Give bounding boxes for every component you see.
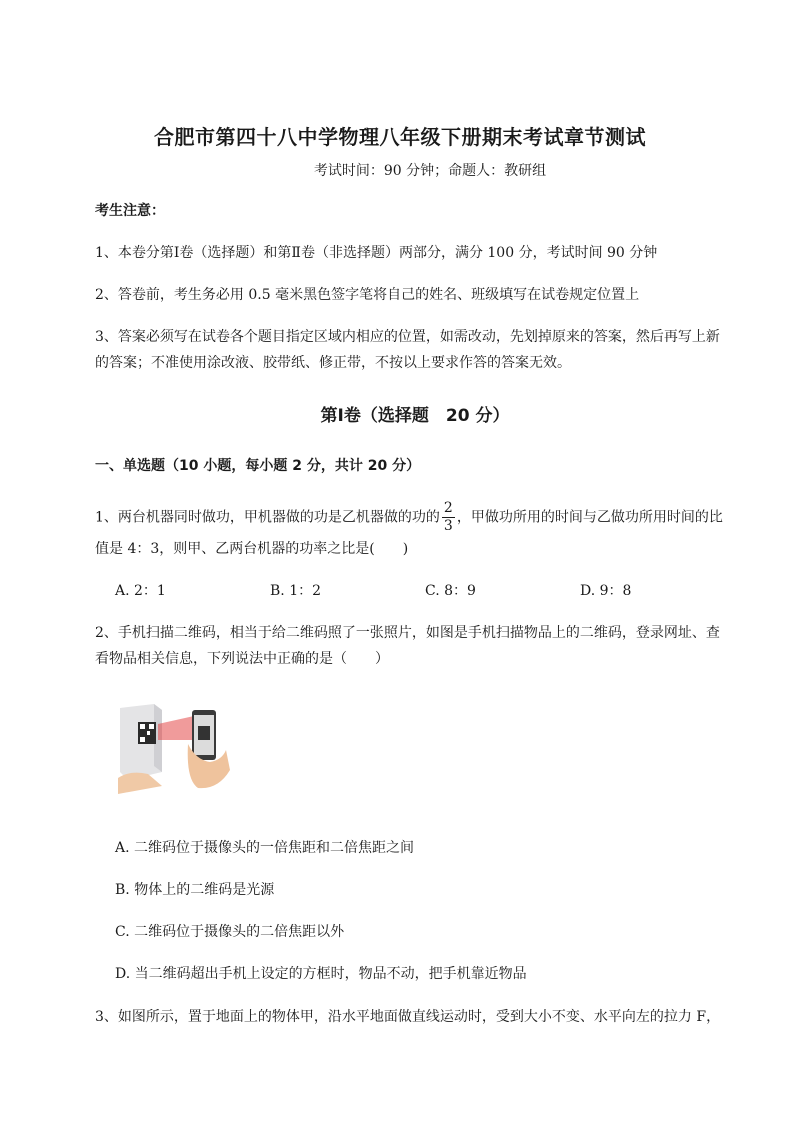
section-title: 第Ⅰ卷（选择题 20 分） <box>320 406 510 426</box>
question-1-option-d: D. 9：8 <box>580 583 632 599</box>
notes-title: 考生注意： <box>95 203 165 219</box>
exam-title: 合肥市第四十八中学物理八年级下册期末考试章节测试 <box>154 125 646 149</box>
part-title: 一、单选题（10 小题，每小题 2 分，共计 20 分） <box>95 458 421 474</box>
question-1-option-a: A. 2：1 <box>115 583 166 599</box>
notes-item-2: 2、答卷前，考生务必用 0.5 毫米黑色签字笔将自己的姓名、班级填写在试卷规定位置上 <box>95 287 640 303</box>
qr-scan-photo <box>118 700 234 794</box>
question-2-option-c: C. 二维码位于摄像头的二倍焦距以外 <box>115 924 345 940</box>
fraction-denominator: 3 <box>443 518 453 534</box>
notes-item-3-line1: 3、答案必须写在试卷各个题目指定区域内相应的位置，如需改动，先划掉原来的答案，然后再写上新 <box>95 329 720 345</box>
question-1-line1 <box>95 500 723 535</box>
question-1-option-b: B. 1：2 <box>270 583 322 599</box>
question-2-option-b: B. 物体上的二维码是光源 <box>115 882 275 898</box>
question-1-line2: 值是 4：3，则甲、乙两台机器的功率之比是( ) <box>95 541 409 557</box>
notes-item-3-line2: 的答案；不准使用涂改液、胶带纸、修正带，不按以上要求作答的答案无效。 <box>95 355 571 371</box>
question-2-line1: 2、手机扫描二维码，相当于给二维码照了一张照片，如图是手机扫描物品上的二维码，登录网址、查 <box>95 625 720 641</box>
question-2-line2: 看物品相关信息，下列说法中正确的是（ ） <box>95 651 389 667</box>
question-1-text-after: ，甲做功所用的时间与乙做功所用时间的比 <box>456 509 723 526</box>
fraction <box>442 500 455 535</box>
question-1-option-c: C. 8：9 <box>425 583 476 599</box>
notes-item-1: 1、本卷分第Ⅰ卷（选择题）和第Ⅱ卷（非选择题）两部分，满分 100 分，考试时间 90 分钟 <box>95 245 658 261</box>
question-2-option-a: A. 二维码位于摄像头的一倍焦距和二倍焦距之间 <box>115 840 415 856</box>
fraction-numerator: 2 <box>443 500 453 516</box>
question-1-text-before: 1、两台机器同时做功，甲机器做的功是乙机器做的功的 <box>95 509 440 526</box>
question-2-option-d: D. 当二维码超出手机上设定的方框时，物品不动，把手机靠近物品 <box>115 966 527 982</box>
exam-subtitle: 考试时间：90 分钟；命题人：教研组 <box>313 163 547 179</box>
question-3-line1: 3、如图所示，置于地面上的物体甲，沿水平地面做直线运动时，受到大小不变、水平向左的拉力 F， <box>95 1009 721 1025</box>
